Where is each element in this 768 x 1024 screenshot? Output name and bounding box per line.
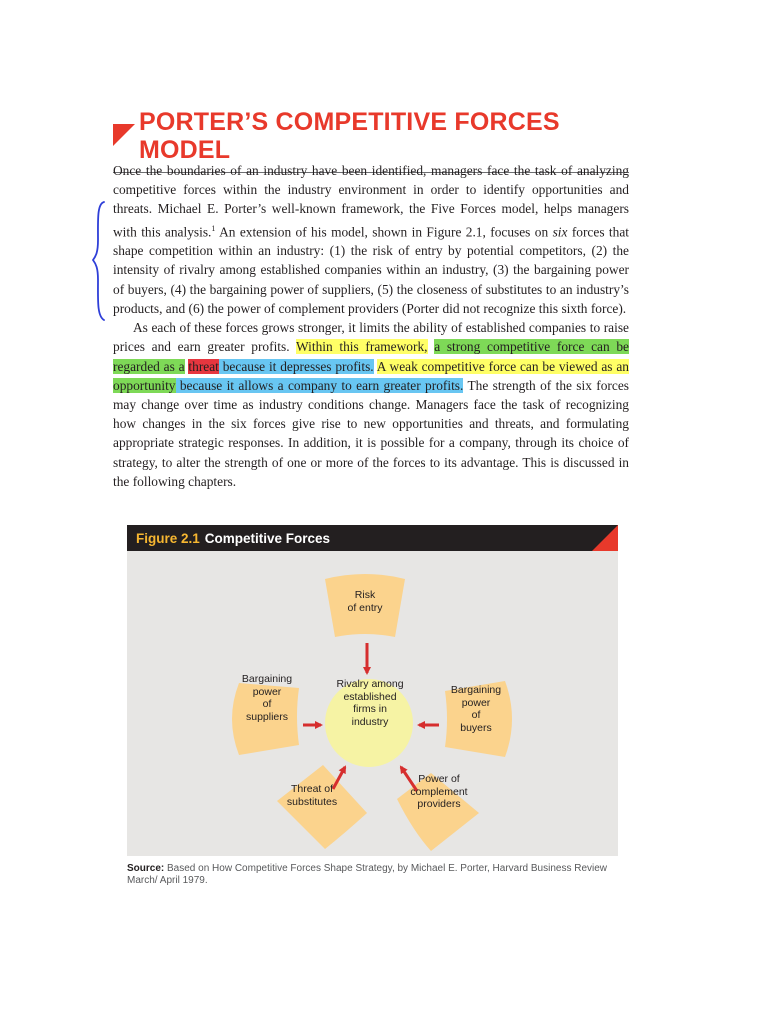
source-label: Source: xyxy=(127,863,165,874)
p1-text-b: An extension of his model, shown in Figure 2.1, focuses on xyxy=(215,224,553,240)
label-line: industry xyxy=(351,715,389,728)
label-line: suppliers xyxy=(245,710,289,723)
figure-header xyxy=(127,525,618,551)
highlight-green: a strong competitive force can be regarded as a xyxy=(113,339,629,374)
suppliers-label xyxy=(232,673,302,723)
p1-text-a: Once the boundaries of an industry have been identified, managers face the task of analyzing competitive forces within the industry environment in order to identify opportunities and threats. Michael E. Porter’s well-known framework, the Five Forces model, helps managers with this analysis. xyxy=(113,163,629,240)
figure-source xyxy=(127,863,627,887)
label-line: power xyxy=(252,685,282,698)
label-line: power xyxy=(461,696,491,709)
label-line: firms in xyxy=(353,703,387,715)
risk-of-entry-label xyxy=(330,589,400,614)
label-line: providers xyxy=(417,798,461,810)
label-line: Power of xyxy=(418,773,460,785)
title-marker-icon xyxy=(113,124,135,146)
p1-emphasis: six xyxy=(552,224,568,240)
complements-label xyxy=(401,773,477,811)
label-line: established xyxy=(343,690,397,703)
buyers-label xyxy=(441,684,511,734)
label-line: Bargaining xyxy=(450,684,502,696)
p2-text-b: The strength of the six forces may change over time as industry conditions change. Managers face the task of recognizing how changes in the six forces give rise to new opportunities and threats, and formulating appropriate strategic responses. In addition, it is possible for a company, through its choice of strategy, to alter the strength of one or more of the forces to its advantage. This is discussed in the following chapters. xyxy=(113,377,629,489)
p1-text-c: forces that shape competition within an industry: (1) the risk of entry by potential competitors, (2) the intensity of rivalry among established companies within an industry, (3) the bargaining power of buyers, (4) the bargaining power of suppliers, (5) the closeness of substitutes to an industry’s products, and (6) the power of complement providers (Porter did not recognize this sixth force). xyxy=(113,224,629,316)
label-line: Bargaining xyxy=(241,673,293,685)
highlight-red-threat: threat xyxy=(188,358,219,374)
highlight-yellow: Within this framework, xyxy=(296,339,428,355)
footnote-ref: 1 xyxy=(211,223,216,233)
handwritten-bracket-icon xyxy=(92,200,106,322)
source-text: Based on How Competitive Forces Shape Strategy, by Michael E. Porter, Harvard Business Review March/ April 1979. xyxy=(127,863,608,886)
paragraph-2 xyxy=(113,318,629,491)
substitutes-label xyxy=(277,783,347,808)
highlight-blue: because it depresses profits. xyxy=(218,358,374,374)
label-line: Rivalry among xyxy=(336,678,404,690)
figure-title: Competitive Forces xyxy=(204,530,331,546)
label-line: substitutes xyxy=(286,795,338,808)
label-line: complement xyxy=(410,785,468,798)
figure-number: Figure 2.1 xyxy=(136,530,200,546)
body-text xyxy=(113,161,629,491)
highlight-blue: because it allows a company to earn greater profits. xyxy=(175,377,464,393)
label-line: Risk xyxy=(354,589,376,601)
label-line: of xyxy=(262,698,272,710)
highlight-yellow: A weak competitive force can be viewed as an xyxy=(376,358,629,374)
label-line: of xyxy=(471,709,481,721)
label-line: buyers xyxy=(460,721,492,734)
label-line: of entry xyxy=(347,601,383,614)
figure xyxy=(127,525,618,856)
heading-text: PORTER’S COMPETITIVE FORCES MODEL xyxy=(139,108,560,164)
p2-text-a: As each of these forces grows stronger, it limits the ability of established companies to raise prices and earn greater profits. xyxy=(113,320,629,355)
highlight-green-opportunity: opportunity xyxy=(113,377,176,393)
rivalry-label xyxy=(330,678,410,728)
figure-corner-accent xyxy=(592,525,618,551)
paragraph-1 xyxy=(113,161,629,318)
label-line: Threat of xyxy=(290,783,334,795)
